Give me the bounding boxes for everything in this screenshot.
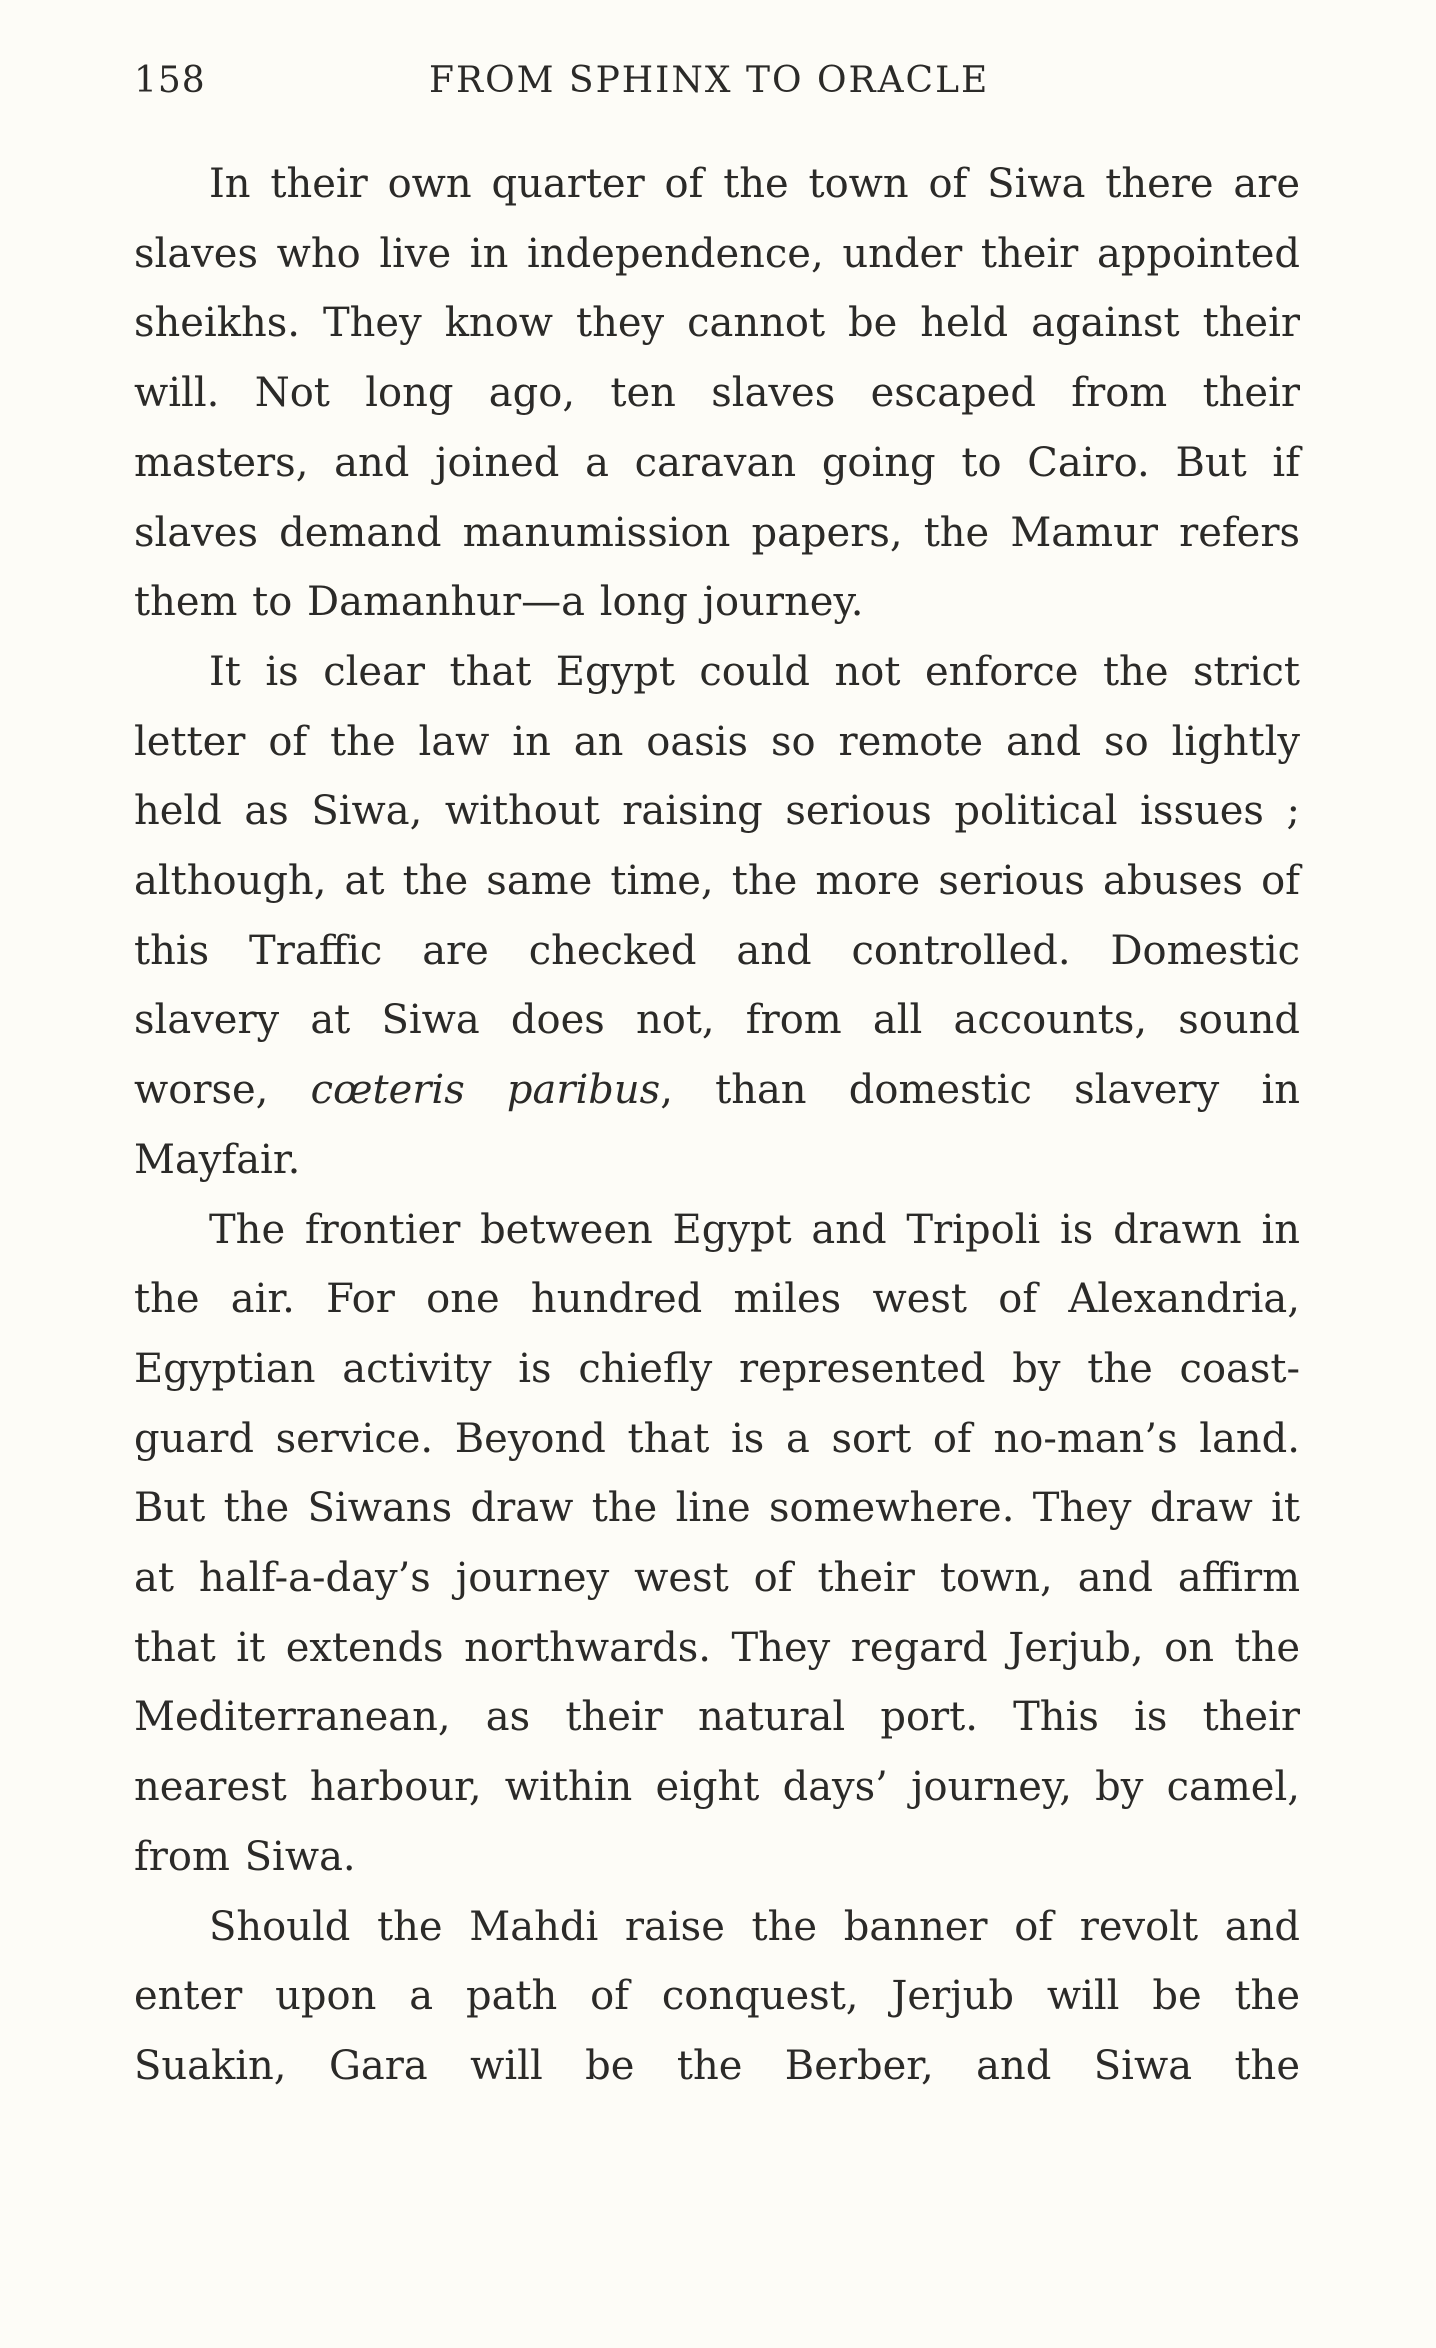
paragraph-mahdi: Should the Mahdi raise the banner of revolt and enter upon a path of conquest, Jerjub will be the Suakin, Gara will be the Berber, and Siwa the bbox=[134, 1903, 1300, 2089]
paragraph-frontier: The frontier between Egypt and Tripoli is drawn in the air. For one hundred miles west of Alexandria, Egyptian activity is chiefly represented by the coast-guard service. Beyond that is a sort of no-man’s land. But the Siwans draw the line somewhere. They draw it at half-a-day’s journey west of their town, and affirm that it extends northwards. They regard Jerjub, on the Mediterranean, as their natural port. This is their nearest harbour, within eight days’ journey, by camel, from Siwa. bbox=[134, 1206, 1300, 1880]
running-header bbox=[134, 60, 1304, 116]
paragraph-slaves-independence: In their own quarter of the town of Siwa there are slaves who live in independence, under their appointed sheikhs. They know they cannot be held against their will. Not long ago, ten slaves escaped from their masters, and joined a caravan going to Cairo. But if slaves demand manumission papers, the Mamur refers them to Damanhur—a long journey. bbox=[134, 161, 1300, 626]
body-text bbox=[134, 150, 1300, 2102]
paragraph-text-after-italic: , than domestic slavery in Mayfair. bbox=[134, 1067, 1300, 1183]
paragraph-egypt-enforcement bbox=[134, 638, 1300, 1196]
page-number: 158 bbox=[134, 60, 206, 101]
paragraph-text-before-italic: It is clear that Egypt could not enforce the strict letter of the law in an oasis so remote and so lightly held as Siwa, without raising serious political issues ; although, at the same time, the more serious abuses of this Traffic are checked and controlled. Domestic slavery at Siwa does not, from all accounts, sound worse, bbox=[134, 648, 1300, 1114]
italic-phrase: cœteris paribus bbox=[310, 1067, 661, 1114]
running-title: FROM SPHINX TO ORACLE bbox=[429, 60, 990, 101]
